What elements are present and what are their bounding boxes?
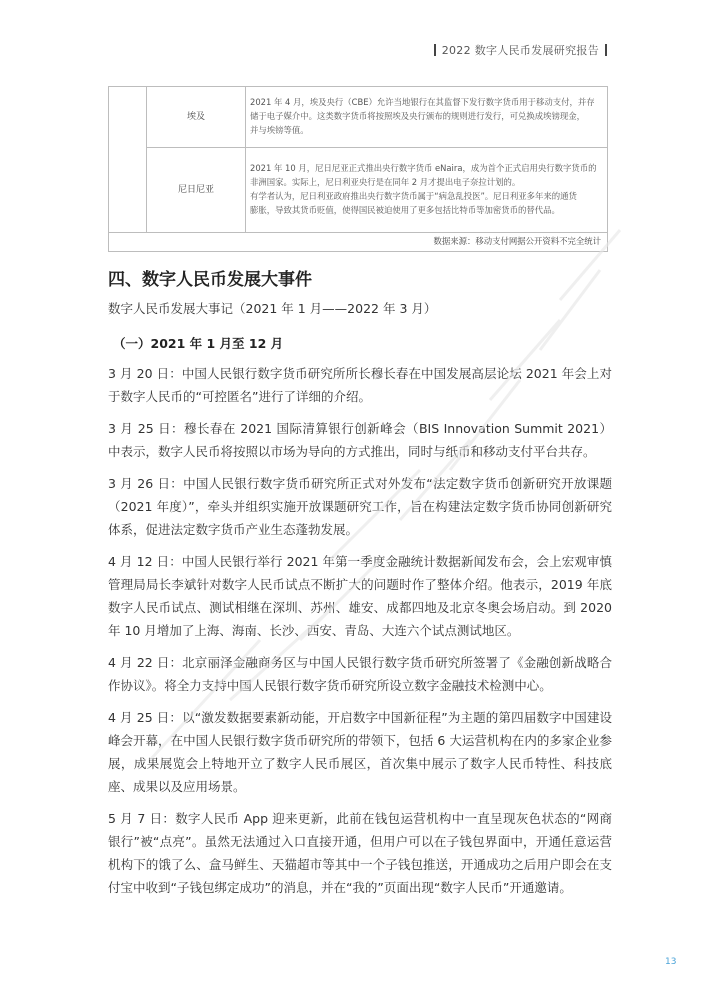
description-line: 非洲国家。实际上，尼日利亚央行是在同年 2 月才提出电子奈拉计划的。 (250, 177, 521, 188)
description-line: 有学者认为，尼日利亚政府推出央行数字货币属于“病急乱投医”。尼日利亚多年来的通货 (250, 191, 577, 201)
description-line: 2021 年 4 月，埃及央行（CBE）允许当地银行在其监督下发行数字货币用于移动支付，并存 (250, 97, 595, 108)
table-row (109, 148, 608, 233)
event-paragraph: 5 月 7 日：数字人民币 App 迎来更新，此前在钱包运营机构中一直呈现灰色状态的“网商银行”被“点亮”。虽然无法通过入口直接开通，但用户可以在子钱包界面中，开通任意运营机构下的饿了么、盒马鲜生、天猫超市等其中一个子钱包推送，开通成功之后用户即会在支付宝中收到“子钱包绑定成功”的消息，并在“我的”页面出现“数字人民币”开通邀请。 (108, 811, 612, 895)
header-bar-right (605, 44, 607, 56)
description-line: 并与埃镑等值。 (250, 124, 309, 135)
section-subheading: （一）2021 年 1 月至 12 月 (113, 336, 284, 351)
description-line: 2021 年 10 月，尼日尼亚正式推出央行数字货币 eNaira，成为首个正式启用央行数字货币的 (250, 163, 597, 174)
section-title: 四、数字人民币发展大事件 (108, 270, 312, 290)
event-paragraph: 4 月 12 日：中国人民银行举行 2021 年第一季度金融统计数据新闻发布会，会上宏观审慎管理局局长李斌针对数字人民币试点不断扩大的问题时作了整体介绍。他表示，2019 年底数字人民币试点、测试相继在深圳、苏州、雄安、成都四地及北京冬奥会场启动。到 2020 年 10 月增加了上海、海南、长沙、西安、青岛、大连六个试点测试地区。 (108, 554, 612, 638)
section-subtitle: 数字人民币发展大事记（2021 年 1 月——2022 年 3 月） (108, 301, 437, 316)
description-line: 储于电子媒介中。这类数字货币将按照埃及央行颁布的规则进行发行，可兑换成埃镑现金， (250, 111, 585, 122)
description-cell (246, 87, 608, 148)
page-number: 13 (665, 957, 677, 967)
header-title: 2022 数字人民币发展研究报告 (441, 44, 599, 57)
table-source-row (109, 233, 608, 252)
description-line: 膨胀，导致其货币贬值，使得国民被迫使用了更多包括比特币等加密货币的替代品。 (250, 204, 560, 215)
event-paragraph: 3 月 25 日：穆长春在 2021 国际清算银行创新峰会（BIS Innovation Summit 2021）中表示，数字人民币将按照以市场为导向的方式推出，同时与纸币和移动支付平台共存。 (108, 421, 612, 459)
country-cbdc-table (108, 86, 608, 252)
table-row (109, 87, 608, 148)
event-paragraph: 3 月 26 日：中国人民银行数字货币研究所正式对外发布“法定数字货币创新研究开放课题（2021 年度）”，牵头并组织实施开放课题研究工作，旨在构建法定数字货币协同创新研究体系，促进法定数字货币产业生态蓬勃发展。 (108, 476, 612, 537)
region-cell (109, 87, 147, 233)
event-paragraph: 4 月 22 日：北京丽泽金融商务区与中国人民银行数字货币研究所签署了《金融创新战略合作协议》。将全力支持中国人民银行数字货币研究所设立数字金融技术检测中心。 (108, 655, 612, 693)
event-paragraph: 3 月 20 日：中国人民银行数字货币研究所所长穆长春在中国发展高层论坛 2021 年会上对于数字人民币的“可控匿名”进行了详细的介绍。 (108, 366, 612, 404)
event-list (108, 362, 612, 908)
header-bar-left (434, 44, 436, 56)
country-cell: 埃及 (147, 87, 246, 148)
event-paragraph: 4 月 25 日：以“激发数据要素新动能，开启数字中国新征程”为主题的第四届数字中国建设峰会开幕，在中国人民银行数字货币研究所的带领下，包括 6 大运营机构在内的多家企业参展，成果展览会上特地开立了数字人民币展区，首次集中展示了数字人民币特性、科技底座、成果以及应用场景。 (108, 710, 612, 794)
running-header (434, 42, 607, 58)
description-cell (246, 148, 608, 233)
table-source: 数据来源：移动支付网据公开资料不完全统计 (109, 233, 608, 252)
country-cell: 尼日尼亚 (147, 148, 246, 233)
